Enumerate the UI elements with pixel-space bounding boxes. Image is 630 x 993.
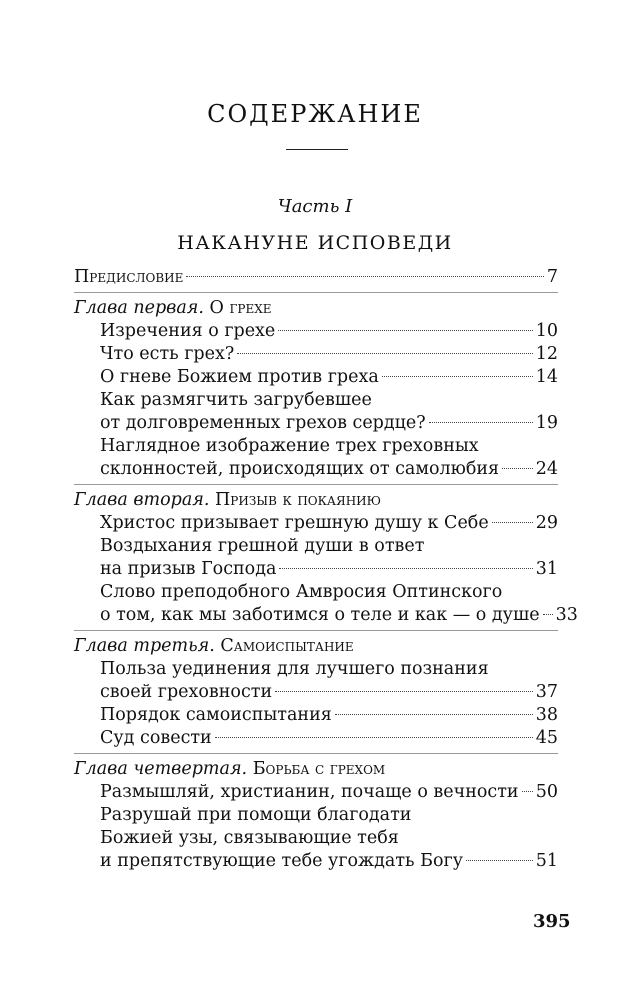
page-title: СОДЕРЖАНИЕ bbox=[207, 100, 423, 128]
table-of-contents bbox=[74, 266, 578, 873]
toc-entry[interactable] bbox=[100, 366, 558, 389]
dot-leader bbox=[186, 276, 543, 277]
section-divider bbox=[74, 630, 558, 631]
toc-page-number: 45 bbox=[535, 728, 558, 748]
dot-leader bbox=[492, 522, 533, 523]
toc-entry[interactable] bbox=[100, 681, 558, 704]
dot-leader bbox=[382, 376, 533, 377]
toc-entry-line: Разрушай при помощи благодати bbox=[100, 805, 412, 825]
toc-page-number: 14 bbox=[535, 367, 558, 387]
toc-entry[interactable] bbox=[100, 558, 558, 581]
toc-entry-line: Божией узы, связывающие тебя bbox=[100, 828, 399, 848]
toc-entry[interactable] bbox=[100, 320, 558, 343]
chapter-title: О грехе bbox=[209, 298, 272, 318]
page-number: 395 bbox=[533, 911, 571, 932]
toc-entry-line: Наглядное изображение трех греховных bbox=[100, 436, 479, 456]
toc-entry-line: Слово преподобного Амвросия Оптинского bbox=[100, 582, 503, 602]
toc-entry[interactable] bbox=[100, 343, 558, 366]
toc-entry[interactable] bbox=[100, 704, 558, 727]
toc-page-number: 12 bbox=[535, 344, 558, 364]
toc-entry[interactable] bbox=[100, 850, 558, 873]
chapter-heading bbox=[74, 489, 558, 512]
chapter-heading bbox=[74, 758, 558, 781]
chapter-heading bbox=[74, 297, 558, 320]
part-title: НАКАНУНЕ ИСПОВЕДИ bbox=[177, 232, 453, 254]
toc-entry-line: Воздыхания грешной души в ответ bbox=[100, 536, 425, 556]
toc-page-number: 19 bbox=[535, 413, 558, 433]
section-divider bbox=[74, 292, 558, 293]
toc-entry-title: Порядок самоиспытания bbox=[100, 705, 332, 725]
chapter-title: Самоиспытание bbox=[220, 636, 354, 656]
dot-leader bbox=[466, 860, 533, 861]
toc-page-number: 10 bbox=[535, 321, 558, 341]
toc-entry-title: о том, как мы заботимся о теле и как — о душе bbox=[100, 605, 540, 625]
toc-entry[interactable] bbox=[100, 512, 558, 535]
chapter-title: Борьба с грехом bbox=[252, 759, 386, 779]
toc-entry[interactable] bbox=[100, 727, 558, 750]
toc-entry[interactable] bbox=[100, 458, 558, 481]
toc-entry-title: своей греховности bbox=[100, 682, 273, 702]
toc-page-number: 31 bbox=[535, 559, 558, 579]
toc-entry-line: Польза уединения для лучшего познания bbox=[100, 659, 489, 679]
dot-leader bbox=[429, 422, 533, 423]
toc-page-number: 24 bbox=[535, 459, 558, 479]
toc-entry-title: Что есть грех? bbox=[100, 344, 235, 364]
toc-page-number: 7 bbox=[546, 267, 558, 287]
dot-leader bbox=[215, 737, 533, 738]
toc-entry-title: склонностей, происходящих от самолюбия bbox=[100, 459, 500, 479]
chapter-label: Глава третья. bbox=[74, 636, 215, 656]
toc-entry[interactable] bbox=[100, 781, 558, 804]
dot-leader bbox=[522, 791, 533, 792]
toc-entry-title: Предисловие bbox=[74, 267, 184, 287]
toc-entry-title: и препятствующие тебе угождать Богу bbox=[100, 851, 463, 871]
toc-page-number: 50 bbox=[535, 782, 558, 802]
toc-page-number: 33 bbox=[555, 605, 578, 625]
dot-leader bbox=[279, 568, 532, 569]
dot-leader bbox=[275, 691, 533, 692]
dot-leader bbox=[543, 614, 553, 615]
toc-page-number: 38 bbox=[535, 705, 558, 725]
chapter-label: Глава четвертая. bbox=[74, 759, 248, 779]
dot-leader bbox=[237, 353, 533, 354]
dot-leader bbox=[335, 714, 533, 715]
toc-entry[interactable] bbox=[100, 412, 558, 435]
toc-entry-title: Христос призывает грешную душу к Себе bbox=[100, 513, 489, 533]
chapter-title: Призыв к покаянию bbox=[215, 490, 381, 510]
toc-entry-line: Как размягчить загрубевшее bbox=[100, 390, 372, 410]
dot-leader bbox=[502, 468, 533, 469]
section-divider bbox=[74, 753, 558, 754]
toc-entry[interactable] bbox=[100, 604, 578, 627]
toc-page-number: 51 bbox=[535, 851, 558, 871]
chapter-label: Глава первая. bbox=[74, 298, 204, 318]
dot-leader bbox=[278, 330, 532, 331]
toc-entry-title: Суд совести bbox=[100, 728, 212, 748]
toc-entry-title: О гневе Божием против греха bbox=[100, 367, 379, 387]
title-divider bbox=[286, 149, 348, 150]
toc-entry-title: Изречения о грехе bbox=[100, 321, 276, 341]
toc-entry-title: на призыв Господа bbox=[100, 559, 277, 579]
section-divider bbox=[74, 484, 558, 485]
toc-entry-title: от долговременных грехов сердце? bbox=[100, 413, 426, 433]
chapter-heading bbox=[74, 635, 558, 658]
toc-entry-title: Размышляй, христианин, почаще о вечности bbox=[100, 782, 519, 802]
toc-page-number: 29 bbox=[535, 513, 558, 533]
toc-entry-preface[interactable] bbox=[74, 266, 558, 289]
toc-page-number: 37 bbox=[535, 682, 558, 702]
chapter-label: Глава вторая. bbox=[74, 490, 210, 510]
part-label: Часть I bbox=[277, 196, 353, 217]
